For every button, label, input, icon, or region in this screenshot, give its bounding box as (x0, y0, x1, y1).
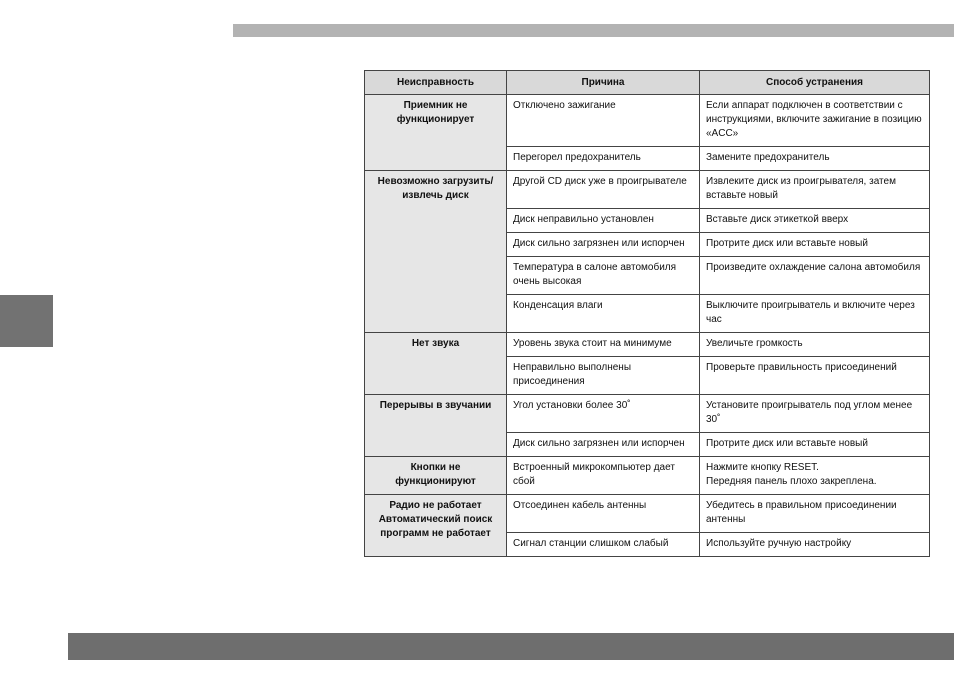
remedy-cell: Протрите диск или вставьте новый (700, 433, 930, 457)
cause-cell: Уровень звука стоит на минимуме (507, 333, 700, 357)
cause-cell: Сигнал станции слишком слабый (507, 533, 700, 557)
problem-cell: Радио не работает Автоматический поиск программ не работает (365, 495, 507, 557)
problem-cell: Кнопки не функционируют (365, 457, 507, 495)
cause-cell: Диск неправильно установлен (507, 209, 700, 233)
header-problem: Неисправность (365, 71, 507, 95)
problem-cell: Перерывы в звучании (365, 395, 507, 457)
table-body (365, 95, 930, 557)
cause-cell: Конденсация влаги (507, 295, 700, 333)
table-row (365, 395, 930, 433)
remedy-cell: Убедитесь в правильном присоединении антенны (700, 495, 930, 533)
cause-cell: Угол установки более 30˚ (507, 395, 700, 433)
cause-cell: Отсоединен кабель антенны (507, 495, 700, 533)
table-row (365, 171, 930, 209)
remedy-cell: Нажмите кнопку RESET. Передняя панель плохо закреплена. (700, 457, 930, 495)
table-row (365, 333, 930, 357)
top-header-bar (233, 24, 954, 37)
remedy-cell: Протрите диск или вставьте новый (700, 233, 930, 257)
remedy-cell: Проверьте правильность присоединений (700, 357, 930, 395)
cause-cell: Неправильно выполнены присоединения (507, 357, 700, 395)
troubleshooting-table (364, 70, 930, 557)
cause-cell: Температура в салоне автомобиля очень высокая (507, 257, 700, 295)
remedy-cell: Произведите охлаждение салона автомобиля (700, 257, 930, 295)
table-row (365, 95, 930, 147)
problem-cell: Нет звука (365, 333, 507, 395)
cause-cell: Перегорел предохранитель (507, 147, 700, 171)
table-row (365, 495, 930, 533)
side-section-tab (0, 295, 53, 347)
table-header-row (365, 71, 930, 95)
remedy-cell: Если аппарат подключен в соответствии с инструкциями, включите зажигание в позицию «ACC» (700, 95, 930, 147)
cause-cell: Другой CD диск уже в проигрывателе (507, 171, 700, 209)
table-row (365, 457, 930, 495)
bottom-footer-bar (68, 633, 954, 660)
remedy-cell: Установите проигрыватель под углом менее 30˚ (700, 395, 930, 433)
remedy-cell: Вставьте диск этикеткой вверх (700, 209, 930, 233)
cause-cell: Встроенный микрокомпьютер дает сбой (507, 457, 700, 495)
remedy-cell: Замените предохранитель (700, 147, 930, 171)
cause-cell: Отключено зажигание (507, 95, 700, 147)
problem-cell: Невозможно загрузить/ извлечь диск (365, 171, 507, 333)
problem-cell: Приемник не функционирует (365, 95, 507, 171)
remedy-cell: Выключите проигрыватель и включите через час (700, 295, 930, 333)
cause-cell: Диск сильно загрязнен или испорчен (507, 433, 700, 457)
header-remedy: Способ устранения (700, 71, 930, 95)
cause-cell: Диск сильно загрязнен или испорчен (507, 233, 700, 257)
remedy-cell: Увеличьте громкость (700, 333, 930, 357)
remedy-cell: Извлеките диск из проигрывателя, затем вставьте новый (700, 171, 930, 209)
remedy-cell: Используйте ручную настройку (700, 533, 930, 557)
header-cause: Причина (507, 71, 700, 95)
